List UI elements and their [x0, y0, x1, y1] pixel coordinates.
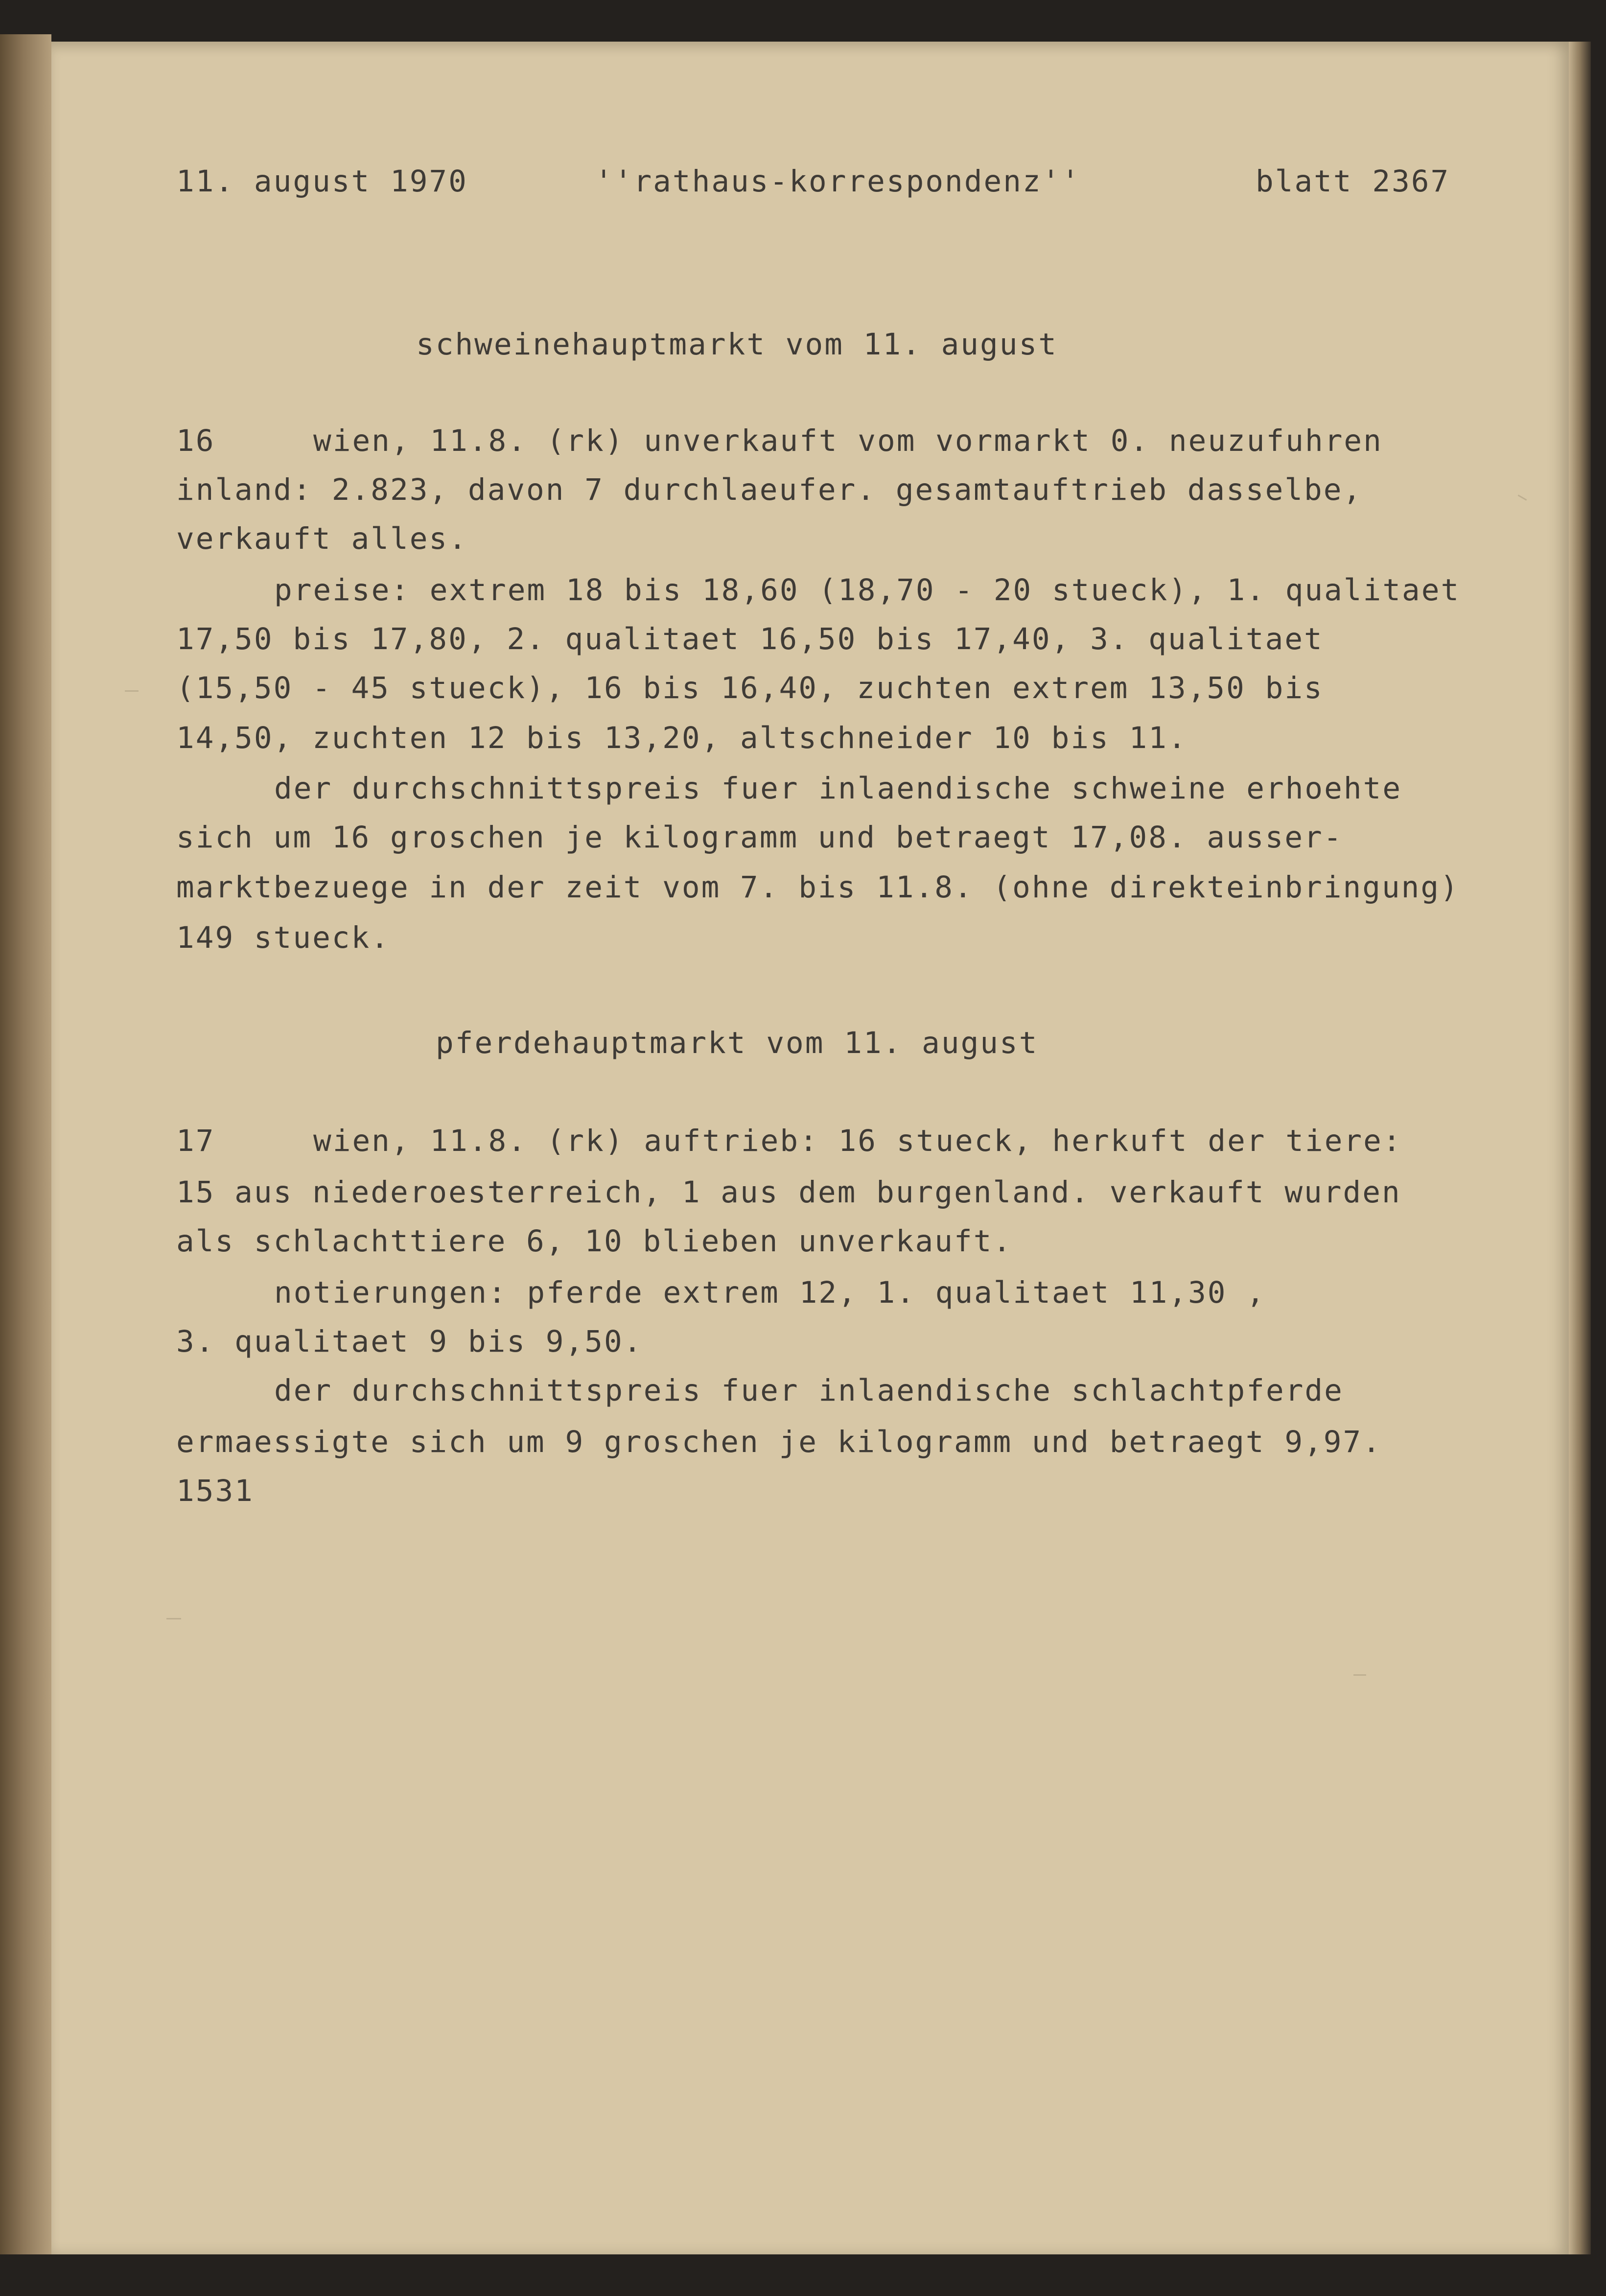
pig-market-line-7: 14,50, zuchten 12 bis 13,20, altschneider 10 bis 11. [176, 721, 1187, 755]
paper-mark [125, 690, 139, 692]
left-page-edge [0, 34, 51, 2296]
pig-market-line-4: preise: extrem 18 bis 18,60 (18,70 - 20 stueck), 1. qualitaet [274, 573, 1461, 608]
paper-mark [1353, 1674, 1366, 1676]
pig-market-line-9: sich um 16 groschen je kilogramm und betraegt 17,08. ausser- [176, 820, 1343, 855]
pig-market-line-1: wien, 11.8. (rk) unverkauft vom vormarkt 0. neuzufuhren [313, 423, 1383, 458]
item-number-16: 16 [176, 423, 215, 458]
pig-market-line-8: der durchschnittspreis fuer inlaendische schweine erhoehte [274, 771, 1402, 806]
horse-market-line-1: wien, 11.8. (rk) auftrieb: 16 stueck, herkuft der tiere: [313, 1124, 1402, 1158]
pig-market-line-3: verkauft alles. [176, 521, 468, 556]
paper-mark [166, 1618, 181, 1619]
section-title-pig-market: schweinehauptmarkt vom 11. august [416, 327, 1058, 362]
pig-market-line-11: 149 stueck. [176, 920, 390, 955]
horse-market-line-2: 15 aus niederoesterreich, 1 aus dem burgenland. verkauft wurden [176, 1175, 1401, 1210]
item-number-17: 17 [176, 1124, 215, 1158]
right-page-edge [1569, 42, 1591, 2254]
horse-market-line-3: als schlachttiere 6, 10 blieben unverkauft. [176, 1224, 1013, 1259]
horse-market-line-5: 3. qualitaet 9 bis 9,50. [176, 1324, 643, 1359]
document-number: 1531 [176, 1474, 254, 1508]
scan-background-bottom [0, 2254, 1606, 2296]
pig-market-line-6: (15,50 - 45 stueck), 16 bis 16,40, zuchten extrem 13,50 bis [176, 671, 1324, 705]
horse-market-line-7: ermaessigte sich um 9 groschen je kilogramm und betraegt 9,97. [176, 1425, 1382, 1459]
pig-market-line-2: inland: 2.823, davon 7 durchlaeufer. gesamtauftrieb dasselbe, [176, 472, 1363, 507]
header-sheet-number: blatt 2367 [1256, 164, 1450, 199]
header-date: 11. august 1970 [176, 164, 468, 199]
pig-market-line-5: 17,50 bis 17,80, 2. qualitaet 16,50 bis 17,40, 3. qualitaet [176, 622, 1324, 656]
horse-market-line-6: der durchschnittspreis fuer inlaendische schlachtpferde [274, 1373, 1344, 1408]
header-publication: ''rathaus-korrespondenz'' [595, 164, 1081, 199]
section-title-horse-market: pferdehauptmarkt vom 11. august [436, 1026, 1039, 1060]
pig-market-line-10: marktbezuege in der zeit vom 7. bis 11.8. (ohne direkteinbringung) [176, 870, 1460, 905]
horse-market-line-4: notierungen: pferde extrem 12, 1. qualitaet 11,30 , [274, 1275, 1266, 1310]
